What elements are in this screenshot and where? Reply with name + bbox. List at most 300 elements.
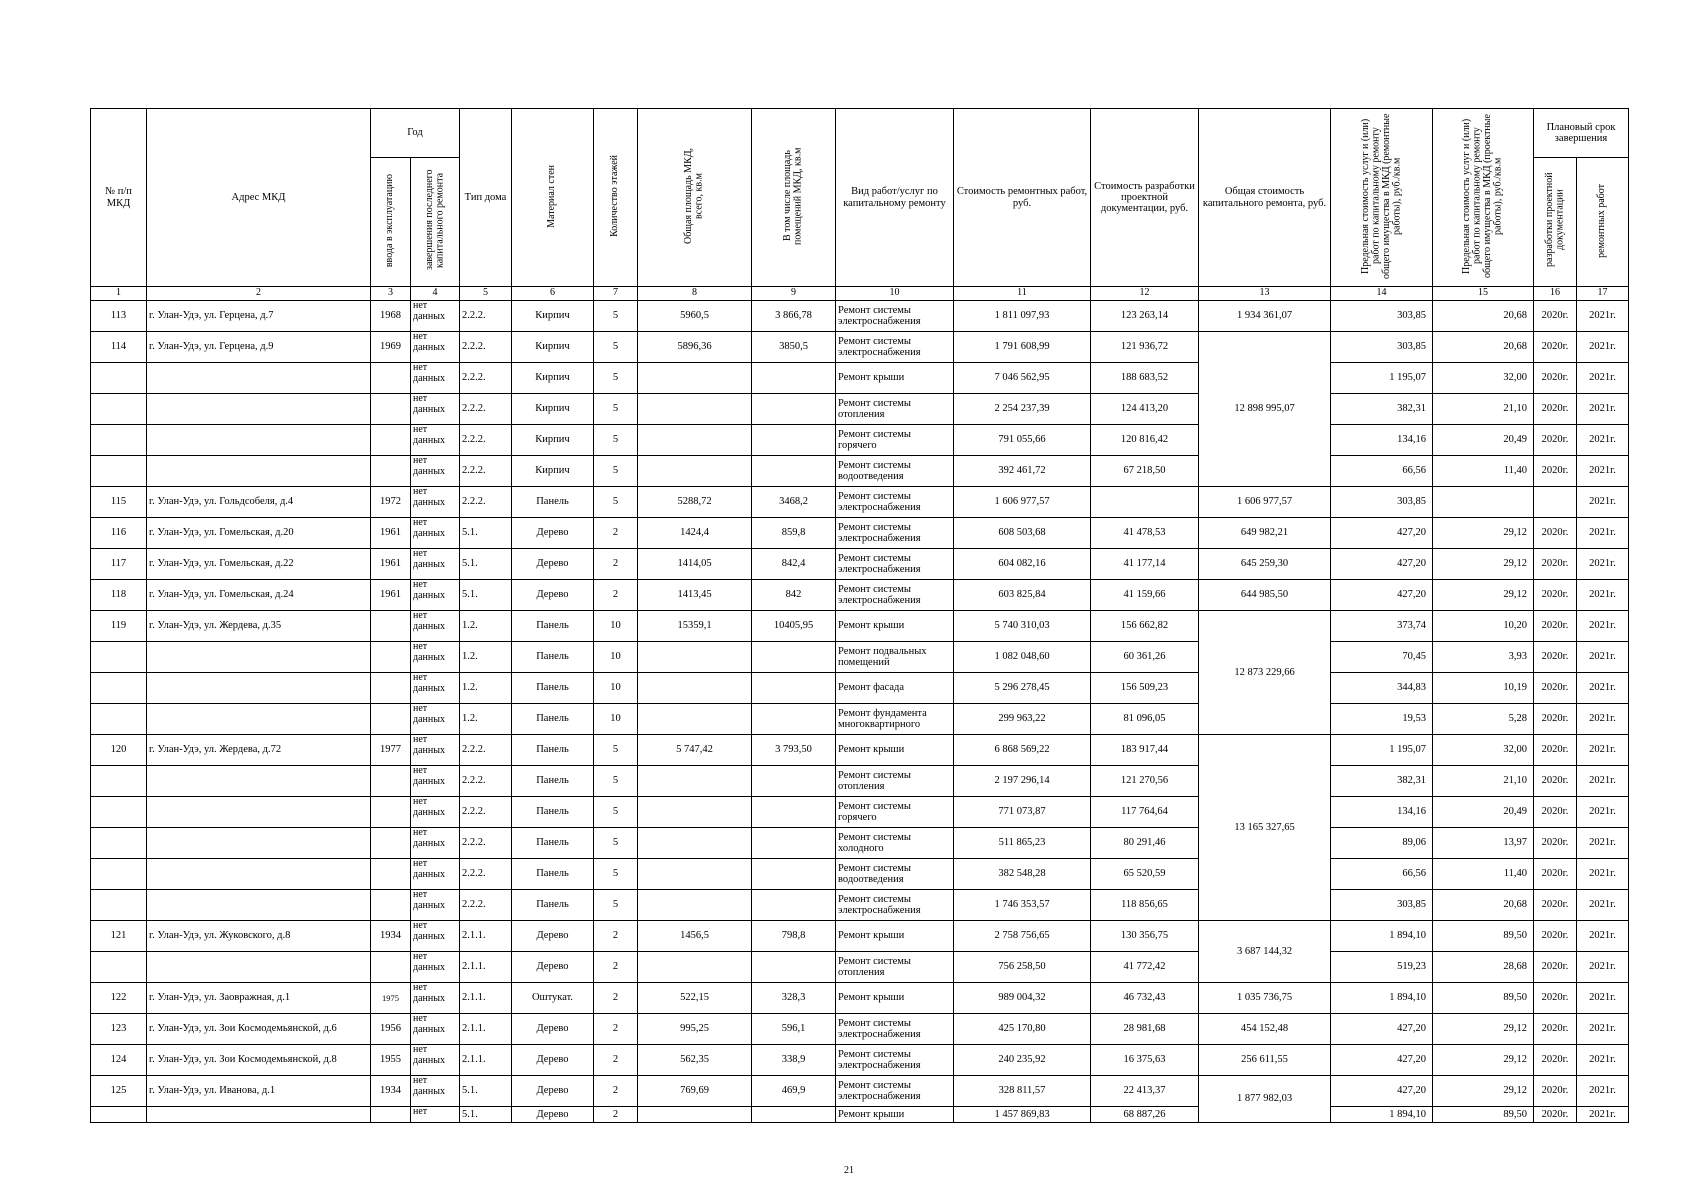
cell-deadline-repair: 2021г. bbox=[1577, 549, 1629, 580]
cell-house-type: 2.1.1. bbox=[460, 921, 512, 952]
cell-limit-repair: 344,83 bbox=[1331, 673, 1433, 704]
table-row bbox=[91, 983, 1629, 1014]
cell-area-premises: 798,8 bbox=[752, 921, 836, 952]
cell-limit-design: 20,49 bbox=[1433, 797, 1534, 828]
cell-deadline-repair: 2021г. bbox=[1577, 766, 1629, 797]
cell-deadline-design: 2020г. bbox=[1534, 518, 1577, 549]
cell-wall-material: Панель bbox=[512, 890, 594, 921]
cell-area-premises: 328,3 bbox=[752, 983, 836, 1014]
cell-limit-design: 20,68 bbox=[1433, 332, 1534, 363]
cell-house-type: 2.2.2. bbox=[460, 859, 512, 890]
cell-cost-repair: 5 740 310,03 bbox=[954, 611, 1091, 642]
cell-area-total bbox=[638, 890, 752, 921]
cell-year-commission: 1968 bbox=[371, 301, 411, 332]
cell-year-last-repair: нет данных bbox=[411, 611, 460, 642]
cell-year-last-repair: нет данных bbox=[411, 363, 460, 394]
cell-area-premises bbox=[752, 363, 836, 394]
cell-house-type: 2.1.1. bbox=[460, 1014, 512, 1045]
capital-repair-table bbox=[90, 108, 1629, 1123]
column-number-row bbox=[91, 287, 1629, 301]
cell-year-commission: 1955 bbox=[371, 1045, 411, 1076]
cell-limit-design: 29,12 bbox=[1433, 1045, 1534, 1076]
cell-deadline-repair: 2021г. bbox=[1577, 518, 1629, 549]
cell-work-type: Ремонт системы электроснабжения bbox=[836, 518, 954, 549]
cell-cost-repair: 1 746 353,57 bbox=[954, 890, 1091, 921]
cell-cost-repair: 1 082 048,60 bbox=[954, 642, 1091, 673]
table-row bbox=[91, 766, 1629, 797]
cell-wall-material: Панель bbox=[512, 487, 594, 518]
cell-deadline-repair: 2021г. bbox=[1577, 704, 1629, 735]
cell-cost-repair: 2 758 756,65 bbox=[954, 921, 1091, 952]
cell-area-total: 1456,5 bbox=[638, 921, 752, 952]
cell-cost-design: 65 520,59 bbox=[1091, 859, 1199, 890]
cell-num: 116 bbox=[91, 518, 147, 549]
cell-cost-design: 121 936,72 bbox=[1091, 332, 1199, 363]
cell-cost-design: 41 177,14 bbox=[1091, 549, 1199, 580]
cell-area-premises bbox=[752, 859, 836, 890]
cell-num bbox=[91, 425, 147, 456]
cell-deadline-design: 2020г. bbox=[1534, 859, 1577, 890]
cell-work-type: Ремонт системы электроснабжения bbox=[836, 487, 954, 518]
table-header bbox=[91, 109, 1629, 301]
cell-address bbox=[147, 642, 371, 673]
cell-address: г. Улан-Удэ, ул. Герцена, д.7 bbox=[147, 301, 371, 332]
cell-cost-design: 68 887,26 bbox=[1091, 1107, 1199, 1123]
cell-deadline-repair: 2021г. bbox=[1577, 828, 1629, 859]
table-row bbox=[91, 456, 1629, 487]
cell-area-total bbox=[638, 394, 752, 425]
table-row bbox=[91, 952, 1629, 983]
cell-cost-design: 46 732,43 bbox=[1091, 983, 1199, 1014]
cell-year-commission bbox=[371, 766, 411, 797]
table-row bbox=[91, 549, 1629, 580]
cell-cost-total: 454 152,48 bbox=[1199, 1014, 1331, 1045]
cell-cost-total: 256 611,55 bbox=[1199, 1045, 1331, 1076]
header-wall-material-text: Материал стен bbox=[546, 164, 558, 228]
cell-year-commission bbox=[371, 642, 411, 673]
cell-area-premises bbox=[752, 952, 836, 983]
cell-deadline-design: 2020г. bbox=[1534, 642, 1577, 673]
cell-floors: 5 bbox=[594, 859, 638, 890]
cell-num bbox=[91, 1107, 147, 1123]
table-row bbox=[91, 301, 1629, 332]
cell-num: 115 bbox=[91, 487, 147, 518]
cell-num bbox=[91, 394, 147, 425]
cell-cost-total: 12 873 229,66 bbox=[1199, 611, 1331, 735]
cell-wall-material: Кирпич bbox=[512, 394, 594, 425]
cell-work-type: Ремонт системы водоотведения bbox=[836, 456, 954, 487]
table-row bbox=[91, 394, 1629, 425]
cell-year-commission: 1961 bbox=[371, 549, 411, 580]
cell-limit-repair: 427,20 bbox=[1331, 1045, 1433, 1076]
cell-area-total: 5960,5 bbox=[638, 301, 752, 332]
header-year: Год bbox=[371, 109, 460, 158]
table-row bbox=[91, 921, 1629, 952]
cell-wall-material: Оштукат. bbox=[512, 983, 594, 1014]
cell-work-type: Ремонт крыши bbox=[836, 1107, 954, 1123]
cell-cost-total: 3 687 144,32 bbox=[1199, 921, 1331, 983]
cell-deadline-design: 2020г. bbox=[1534, 1107, 1577, 1123]
cell-num: 120 bbox=[91, 735, 147, 766]
cell-num bbox=[91, 363, 147, 394]
cell-deadline-design: 2020г. bbox=[1534, 580, 1577, 611]
cell-cost-repair: 1 811 097,93 bbox=[954, 301, 1091, 332]
cell-year-last-repair: нет данных bbox=[411, 828, 460, 859]
cell-year-commission: 1977 bbox=[371, 735, 411, 766]
cell-address bbox=[147, 673, 371, 704]
cell-year-commission: 1961 bbox=[371, 580, 411, 611]
cell-num: 124 bbox=[91, 1045, 147, 1076]
cell-year-last-repair: нет данных bbox=[411, 1076, 460, 1107]
cell-area-premises: 338,9 bbox=[752, 1045, 836, 1076]
cell-work-type: Ремонт системы отопления bbox=[836, 766, 954, 797]
cell-area-premises bbox=[752, 394, 836, 425]
column-number: 2 bbox=[147, 287, 371, 301]
cell-year-commission bbox=[371, 456, 411, 487]
cell-house-type: 2.2.2. bbox=[460, 363, 512, 394]
cell-deadline-repair: 2021г. bbox=[1577, 394, 1629, 425]
cell-cost-design bbox=[1091, 487, 1199, 518]
cell-house-type: 5.1. bbox=[460, 518, 512, 549]
cell-limit-design: 89,50 bbox=[1433, 983, 1534, 1014]
cell-work-type: Ремонт системы электроснабжения bbox=[836, 890, 954, 921]
cell-year-commission bbox=[371, 828, 411, 859]
cell-limit-design: 20,49 bbox=[1433, 425, 1534, 456]
cell-deadline-design: 2020г. bbox=[1534, 301, 1577, 332]
cell-work-type: Ремонт крыши bbox=[836, 921, 954, 952]
header-work-type: Вид работ/услуг по капитальному ремонту bbox=[836, 109, 954, 287]
cell-address bbox=[147, 704, 371, 735]
cell-cost-repair: 2 254 237,39 bbox=[954, 394, 1091, 425]
cell-year-commission: 1961 bbox=[371, 518, 411, 549]
cell-cost-repair: 425 170,80 bbox=[954, 1014, 1091, 1045]
header-floors bbox=[594, 109, 638, 287]
column-number: 13 bbox=[1199, 287, 1331, 301]
table-row bbox=[91, 828, 1629, 859]
cell-house-type: 2.2.2. bbox=[460, 332, 512, 363]
cell-limit-design: 29,12 bbox=[1433, 1076, 1534, 1107]
cell-cost-total: 645 259,30 bbox=[1199, 549, 1331, 580]
cell-area-premises: 3468,2 bbox=[752, 487, 836, 518]
cell-num: 118 bbox=[91, 580, 147, 611]
cell-deadline-repair: 2021г. bbox=[1577, 859, 1629, 890]
cell-num: 122 bbox=[91, 983, 147, 1014]
header-limit-repair bbox=[1331, 109, 1433, 287]
cell-limit-repair: 303,85 bbox=[1331, 487, 1433, 518]
cell-year-last-repair: нет данных bbox=[411, 1045, 460, 1076]
cell-deadline-design bbox=[1534, 487, 1577, 518]
table-row bbox=[91, 1014, 1629, 1045]
cell-house-type: 2.2.2. bbox=[460, 425, 512, 456]
header-address: Адрес МКД bbox=[147, 109, 371, 287]
cell-deadline-repair: 2021г. bbox=[1577, 890, 1629, 921]
cell-limit-design: 89,50 bbox=[1433, 1107, 1534, 1123]
cell-area-total: 769,69 bbox=[638, 1076, 752, 1107]
header-num: № п/п МКД bbox=[91, 109, 147, 287]
cell-floors: 2 bbox=[594, 518, 638, 549]
cell-area-total: 562,35 bbox=[638, 1045, 752, 1076]
table-row bbox=[91, 1107, 1629, 1123]
cell-house-type: 2.2.2. bbox=[460, 735, 512, 766]
cell-work-type: Ремонт системы электроснабжения bbox=[836, 1045, 954, 1076]
cell-area-total bbox=[638, 456, 752, 487]
cell-deadline-design: 2020г. bbox=[1534, 1076, 1577, 1107]
cell-limit-repair: 373,74 bbox=[1331, 611, 1433, 642]
cell-cost-design: 121 270,56 bbox=[1091, 766, 1199, 797]
cell-limit-design: 5,28 bbox=[1433, 704, 1534, 735]
cell-wall-material: Кирпич bbox=[512, 456, 594, 487]
cell-year-last-repair: нет bbox=[411, 1107, 460, 1123]
cell-num bbox=[91, 828, 147, 859]
cell-limit-design: 28,68 bbox=[1433, 952, 1534, 983]
cell-cost-total: 1 934 361,07 bbox=[1199, 301, 1331, 332]
header-year-last-repair-text: завершения последнего капитального ремонта bbox=[423, 170, 445, 271]
header-deadline-repair-text: ремонтных работ bbox=[1596, 183, 1608, 258]
cell-address: г. Улан-Удэ, ул. Гольдсобеля, д.4 bbox=[147, 487, 371, 518]
cell-address bbox=[147, 1107, 371, 1123]
cell-area-premises: 842,4 bbox=[752, 549, 836, 580]
column-number: 4 bbox=[411, 287, 460, 301]
header-cost-total: Общая стоимость капитального ремонта, руб. bbox=[1199, 109, 1331, 287]
cell-cost-design: 41 772,42 bbox=[1091, 952, 1199, 983]
cell-house-type: 1.2. bbox=[460, 611, 512, 642]
cell-area-total bbox=[638, 673, 752, 704]
cell-work-type: Ремонт системы электроснабжения bbox=[836, 580, 954, 611]
cell-limit-design: 10,20 bbox=[1433, 611, 1534, 642]
cell-wall-material: Дерево bbox=[512, 549, 594, 580]
cell-house-type: 2.2.2. bbox=[460, 456, 512, 487]
header-area-total-text: Общая площадь МКД, всего, кв.м bbox=[683, 147, 705, 245]
cell-year-commission bbox=[371, 797, 411, 828]
cell-limit-repair: 427,20 bbox=[1331, 580, 1433, 611]
column-number: 7 bbox=[594, 287, 638, 301]
cell-cost-repair: 756 258,50 bbox=[954, 952, 1091, 983]
cell-deadline-design: 2020г. bbox=[1534, 363, 1577, 394]
cell-wall-material: Дерево bbox=[512, 518, 594, 549]
cell-area-total: 995,25 bbox=[638, 1014, 752, 1045]
cell-limit-design: 21,10 bbox=[1433, 766, 1534, 797]
cell-cost-design: 120 816,42 bbox=[1091, 425, 1199, 456]
cell-address: г. Улан-Удэ, ул. Иванова, д.1 bbox=[147, 1076, 371, 1107]
cell-wall-material: Панель bbox=[512, 828, 594, 859]
cell-house-type: 1.2. bbox=[460, 642, 512, 673]
cell-work-type: Ремонт системы отопления bbox=[836, 952, 954, 983]
column-number: 8 bbox=[638, 287, 752, 301]
column-number: 15 bbox=[1433, 287, 1534, 301]
cell-cost-design: 156 662,82 bbox=[1091, 611, 1199, 642]
cell-cost-repair: 299 963,22 bbox=[954, 704, 1091, 735]
cell-cost-design: 22 413,37 bbox=[1091, 1076, 1199, 1107]
header-limit-design-text: Предельная стоимость услуг и (или) работ по капитальному ремонту общего имущества в МКД (проектные работы), руб./кв.м bbox=[1461, 114, 1504, 278]
cell-work-type: Ремонт системы холодного bbox=[836, 828, 954, 859]
cell-floors: 5 bbox=[594, 456, 638, 487]
cell-cost-design: 188 683,52 bbox=[1091, 363, 1199, 394]
cell-limit-repair: 519,23 bbox=[1331, 952, 1433, 983]
cell-floors: 5 bbox=[594, 332, 638, 363]
cell-deadline-repair: 2021г. bbox=[1577, 983, 1629, 1014]
cell-deadline-design: 2020г. bbox=[1534, 332, 1577, 363]
cell-house-type: 5.1. bbox=[460, 1076, 512, 1107]
cell-num bbox=[91, 859, 147, 890]
cell-floors: 5 bbox=[594, 301, 638, 332]
cell-floors: 2 bbox=[594, 1045, 638, 1076]
column-number: 5 bbox=[460, 287, 512, 301]
cell-limit-repair: 382,31 bbox=[1331, 394, 1433, 425]
cell-work-type: Ремонт системы горячего bbox=[836, 797, 954, 828]
cell-deadline-design: 2020г. bbox=[1534, 735, 1577, 766]
cell-deadline-repair: 2021г. bbox=[1577, 797, 1629, 828]
cell-deadline-repair: 2021г. bbox=[1577, 611, 1629, 642]
cell-cost-design: 41 478,53 bbox=[1091, 518, 1199, 549]
cell-limit-design: 20,68 bbox=[1433, 890, 1534, 921]
cell-limit-repair: 134,16 bbox=[1331, 797, 1433, 828]
cell-deadline-repair: 2021г. bbox=[1577, 1045, 1629, 1076]
cell-year-last-repair: нет данных bbox=[411, 518, 460, 549]
cell-deadline-repair: 2021г. bbox=[1577, 332, 1629, 363]
cell-address bbox=[147, 766, 371, 797]
cell-cost-total: 12 898 995,07 bbox=[1199, 332, 1331, 487]
table-row bbox=[91, 673, 1629, 704]
table-body bbox=[91, 301, 1629, 1123]
table-row bbox=[91, 1045, 1629, 1076]
cell-floors: 2 bbox=[594, 983, 638, 1014]
cell-limit-repair: 427,20 bbox=[1331, 1014, 1433, 1045]
cell-year-last-repair: нет данных bbox=[411, 425, 460, 456]
cell-address: г. Улан-Удэ, ул. Гомельская, д.22 bbox=[147, 549, 371, 580]
cell-limit-repair: 66,56 bbox=[1331, 859, 1433, 890]
cell-cost-design: 80 291,46 bbox=[1091, 828, 1199, 859]
column-number: 11 bbox=[954, 287, 1091, 301]
column-number: 6 bbox=[512, 287, 594, 301]
cell-floors: 2 bbox=[594, 549, 638, 580]
cell-deadline-design: 2020г. bbox=[1534, 394, 1577, 425]
table-row bbox=[91, 487, 1629, 518]
cell-house-type: 2.2.2. bbox=[460, 301, 512, 332]
cell-area-total bbox=[638, 766, 752, 797]
cell-address: г. Улан-Удэ, ул. Гомельская, д.24 bbox=[147, 580, 371, 611]
cell-house-type: 2.1.1. bbox=[460, 952, 512, 983]
cell-area-premises: 3 793,50 bbox=[752, 735, 836, 766]
cell-cost-repair: 989 004,32 bbox=[954, 983, 1091, 1014]
cell-num bbox=[91, 766, 147, 797]
cell-wall-material: Кирпич bbox=[512, 363, 594, 394]
cell-deadline-repair: 2021г. bbox=[1577, 487, 1629, 518]
cell-wall-material: Панель bbox=[512, 642, 594, 673]
cell-deadline-design: 2020г. bbox=[1534, 673, 1577, 704]
cell-wall-material: Дерево bbox=[512, 952, 594, 983]
cell-deadline-design: 2020г. bbox=[1534, 611, 1577, 642]
column-number: 14 bbox=[1331, 287, 1433, 301]
header-deadline-design-text: разработки проектной документации bbox=[1543, 173, 1565, 268]
cell-area-total: 5 747,42 bbox=[638, 735, 752, 766]
cell-address: г. Улан-Удэ, ул. Жердева, д.35 bbox=[147, 611, 371, 642]
cell-address: г. Улан-Удэ, ул. Заовражная, д.1 bbox=[147, 983, 371, 1014]
cell-cost-design: 183 917,44 bbox=[1091, 735, 1199, 766]
table-row bbox=[91, 580, 1629, 611]
cell-deadline-design: 2020г. bbox=[1534, 1014, 1577, 1045]
cell-area-total: 1424,4 bbox=[638, 518, 752, 549]
cell-cost-repair: 603 825,84 bbox=[954, 580, 1091, 611]
cell-deadline-repair: 2021г. bbox=[1577, 363, 1629, 394]
cell-cost-total: 1 877 982,03 bbox=[1199, 1076, 1331, 1123]
cell-year-last-repair: нет данных bbox=[411, 1014, 460, 1045]
cell-house-type: 2.2.2. bbox=[460, 766, 512, 797]
cell-area-total: 15359,1 bbox=[638, 611, 752, 642]
cell-area-premises bbox=[752, 425, 836, 456]
cell-deadline-design: 2020г. bbox=[1534, 921, 1577, 952]
cell-cost-design: 124 413,20 bbox=[1091, 394, 1199, 425]
cell-year-last-repair: нет данных bbox=[411, 642, 460, 673]
cell-year-commission bbox=[371, 611, 411, 642]
cell-cost-repair: 1 457 869,83 bbox=[954, 1107, 1091, 1123]
cell-limit-repair: 427,20 bbox=[1331, 1076, 1433, 1107]
cell-limit-repair: 89,06 bbox=[1331, 828, 1433, 859]
cell-limit-design: 10,19 bbox=[1433, 673, 1534, 704]
cell-limit-design: 20,68 bbox=[1433, 301, 1534, 332]
cell-limit-repair: 66,56 bbox=[1331, 456, 1433, 487]
cell-year-commission bbox=[371, 363, 411, 394]
cell-floors: 10 bbox=[594, 704, 638, 735]
cell-area-total bbox=[638, 859, 752, 890]
cell-limit-design: 89,50 bbox=[1433, 921, 1534, 952]
header-year-last-repair bbox=[411, 158, 460, 287]
table-row bbox=[91, 890, 1629, 921]
cell-limit-design bbox=[1433, 487, 1534, 518]
cell-num bbox=[91, 797, 147, 828]
cell-year-last-repair: нет данных bbox=[411, 859, 460, 890]
column-number: 1 bbox=[91, 287, 147, 301]
cell-work-type: Ремонт фундамента многоквартирного bbox=[836, 704, 954, 735]
cell-area-total: 1414,05 bbox=[638, 549, 752, 580]
cell-area-premises bbox=[752, 673, 836, 704]
cell-address bbox=[147, 425, 371, 456]
cell-floors: 5 bbox=[594, 394, 638, 425]
cell-floors: 2 bbox=[594, 952, 638, 983]
table-row bbox=[91, 363, 1629, 394]
cell-area-total bbox=[638, 828, 752, 859]
table-row bbox=[91, 704, 1629, 735]
table-row bbox=[91, 642, 1629, 673]
table-row bbox=[91, 797, 1629, 828]
cell-year-commission bbox=[371, 425, 411, 456]
cell-year-commission bbox=[371, 859, 411, 890]
cell-cost-design: 41 159,66 bbox=[1091, 580, 1199, 611]
cell-year-last-repair: нет данных bbox=[411, 580, 460, 611]
cell-work-type: Ремонт системы электроснабжения bbox=[836, 332, 954, 363]
cell-cost-total: 13 165 327,65 bbox=[1199, 735, 1331, 921]
cell-area-premises: 3 866,78 bbox=[752, 301, 836, 332]
cell-limit-design: 11,40 bbox=[1433, 859, 1534, 890]
cell-address bbox=[147, 859, 371, 890]
cell-house-type: 1.2. bbox=[460, 704, 512, 735]
cell-year-commission bbox=[371, 1107, 411, 1123]
cell-wall-material: Дерево bbox=[512, 1045, 594, 1076]
cell-wall-material: Панель bbox=[512, 766, 594, 797]
column-number: 12 bbox=[1091, 287, 1199, 301]
cell-area-premises: 10405,95 bbox=[752, 611, 836, 642]
column-number: 16 bbox=[1534, 287, 1577, 301]
cell-cost-design: 60 361,26 bbox=[1091, 642, 1199, 673]
cell-work-type: Ремонт системы электроснабжения bbox=[836, 549, 954, 580]
cell-cost-repair: 2 197 296,14 bbox=[954, 766, 1091, 797]
cell-deadline-repair: 2021г. bbox=[1577, 1107, 1629, 1123]
cell-floors: 2 bbox=[594, 580, 638, 611]
cell-work-type: Ремонт системы электроснабжения bbox=[836, 301, 954, 332]
cell-wall-material: Дерево bbox=[512, 1076, 594, 1107]
table-row bbox=[91, 1076, 1629, 1107]
cell-house-type: 2.2.2. bbox=[460, 797, 512, 828]
cell-address: г. Улан-Удэ, ул. Зои Космодемьянской, д.6 bbox=[147, 1014, 371, 1045]
